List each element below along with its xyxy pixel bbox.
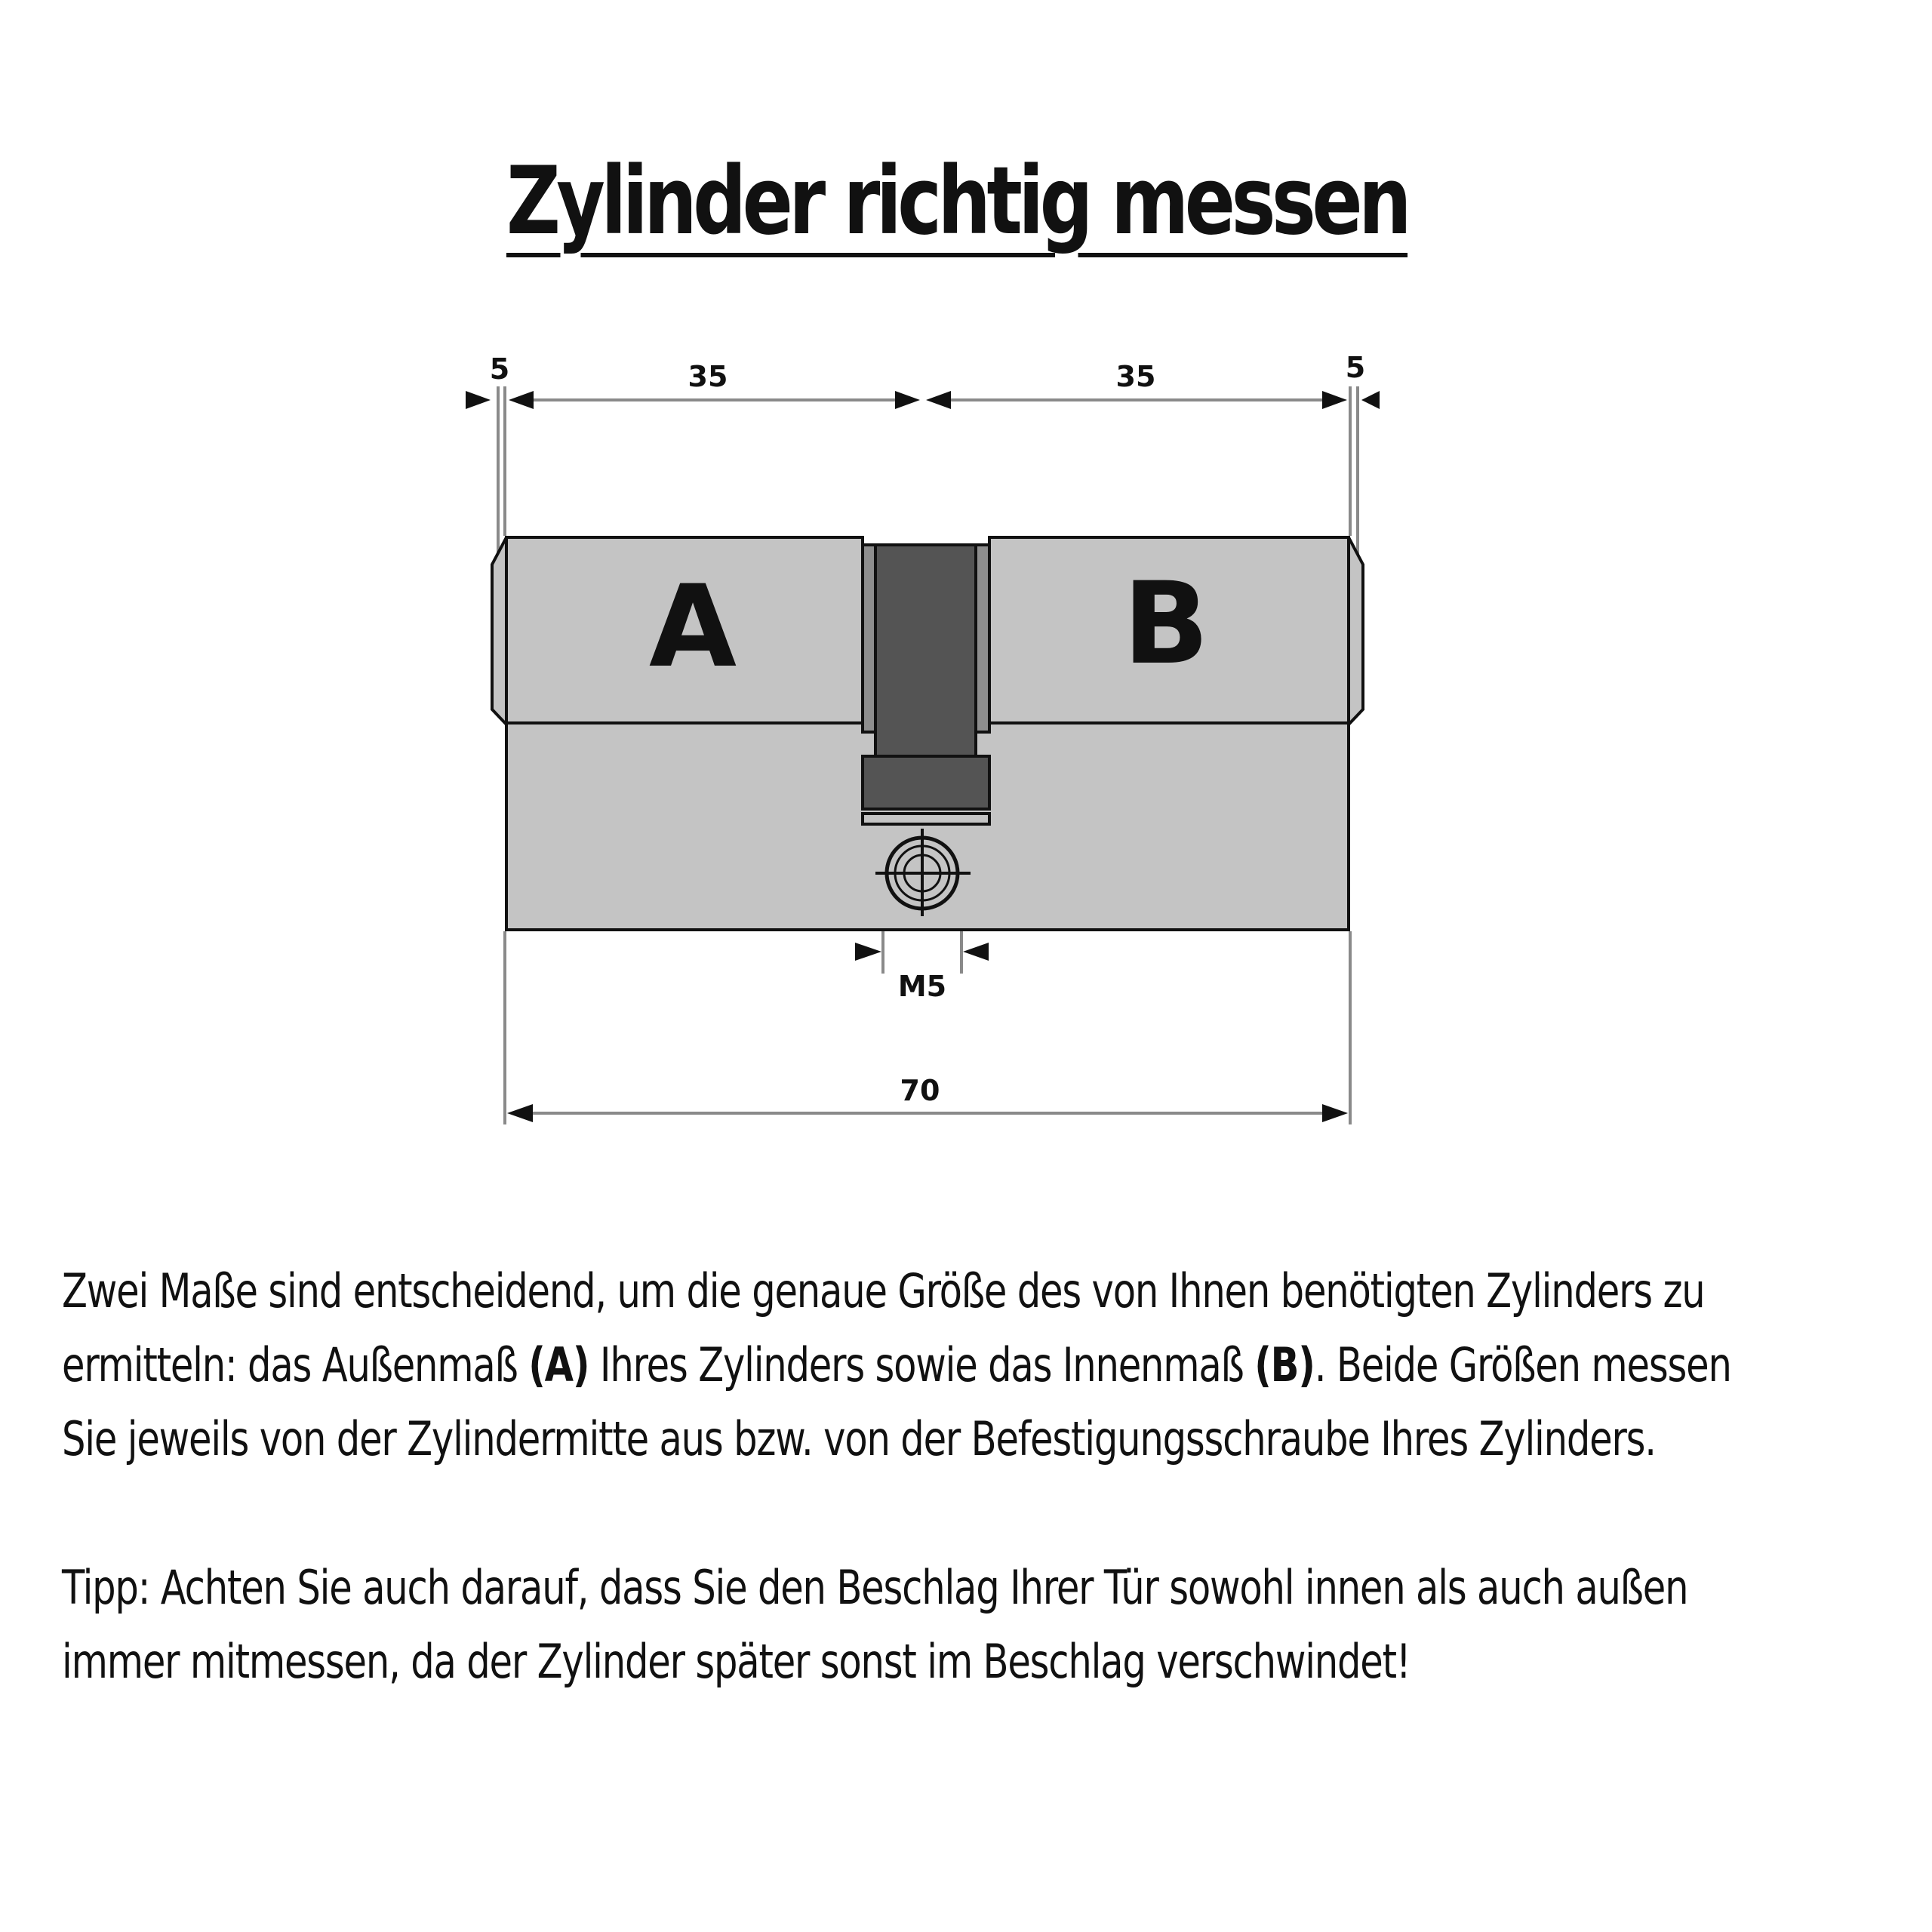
p1-label-b: (B) [1254, 1337, 1315, 1392]
arrow-screw-left [855, 943, 881, 961]
page-title-text: Zylinder richtig messen [506, 147, 1408, 256]
dim-total-label: 70 [900, 1074, 940, 1107]
arrow-left-cap-in [466, 391, 491, 409]
p2-line-1: Tipp: Achten Sie auch darauf, dass Sie den Beschlag Ihrer Tür sowohl innen als auch außen [62, 1560, 1688, 1615]
p1-line-2 [62, 1328, 1731, 1402]
cam-side-left [863, 545, 875, 732]
half-b-label: B [1122, 558, 1210, 690]
arrow-total-right [1322, 1104, 1348, 1122]
half-a-label: A [648, 561, 737, 693]
p1-line-2-a: ermitteln: das Außenmaß [62, 1337, 529, 1392]
dim-left-cap-label: 5 [489, 352, 510, 386]
arrow-total-left [507, 1104, 533, 1122]
p1-line-3: Sie jeweils von der Zylindermitte aus bzw. von der Befestigungsschraube Ihres Zylinders. [62, 1411, 1656, 1466]
explanation-paragraph [62, 1254, 1731, 1476]
arrow-right-half-end [1322, 391, 1347, 409]
top-dimension [466, 351, 1380, 409]
arrow-left-half-start [509, 391, 534, 409]
p1-line-2-c: Ihres Zylinders sowie das Innenmaß [589, 1337, 1255, 1392]
p1-line-1: Zwei Maße sind entscheidend, um die genaue Größe des von Ihnen benötigten Zylinders zu [62, 1263, 1705, 1318]
dim-screw-label: M5 [897, 970, 947, 1003]
dim-right-cap-label: 5 [1345, 351, 1366, 384]
arrow-right-cap-in [1361, 391, 1380, 409]
cam [875, 545, 976, 756]
cam-slot [863, 756, 989, 809]
p1-label-a: (A) [528, 1337, 589, 1392]
cylinder-body [492, 537, 1363, 930]
cam-bottom-strip [863, 814, 989, 824]
p2-line-2: immer mitmessen, da der Zylinder später sonst im Beschlag verschwindet! [62, 1634, 1411, 1689]
p1-line-2-e: . Beide Größen messen [1314, 1337, 1731, 1392]
screw-dimension [855, 943, 989, 1003]
arrow-right-half-start [926, 391, 951, 409]
dim-left-half-label: 35 [688, 360, 728, 393]
total-dimension [507, 1074, 1348, 1122]
tip-paragraph [62, 1551, 1688, 1699]
end-cap-left [492, 537, 506, 724]
arrow-left-half-end [895, 391, 920, 409]
arrow-screw-right [963, 943, 989, 961]
end-cap-right [1349, 537, 1363, 724]
dim-right-half-label: 35 [1115, 360, 1156, 393]
cam-side-right [976, 545, 989, 732]
